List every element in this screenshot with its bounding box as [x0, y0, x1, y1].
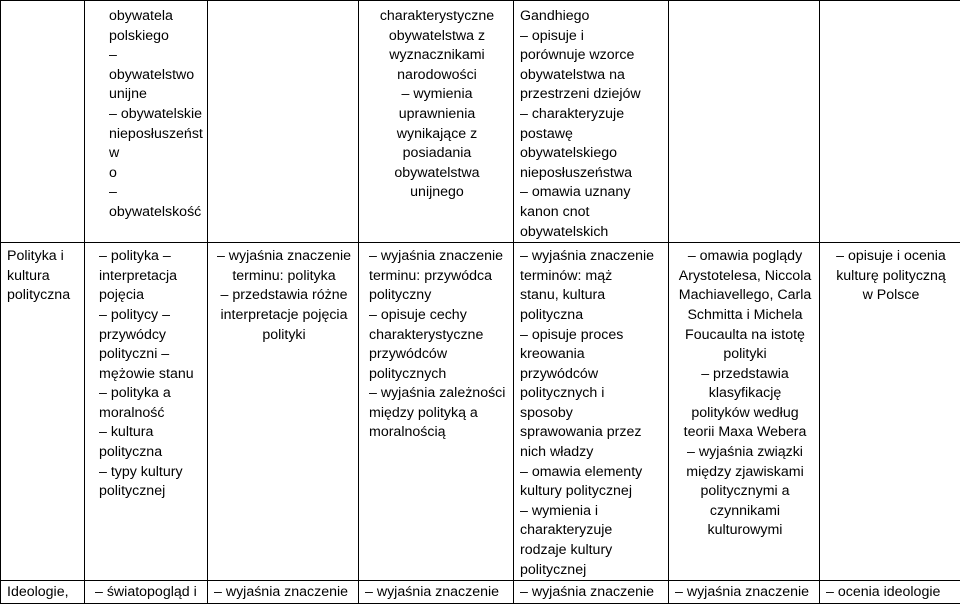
cell-text-line: sposoby — [520, 404, 664, 424]
cell-text-line: uprawnienia — [365, 105, 509, 125]
cell-text-line: kulturowymi — [675, 521, 815, 541]
cell-text-line: Gandhiego — [520, 7, 664, 27]
cell-text-line: – obywatelskość — [109, 183, 203, 222]
cell-text-line: – typy kultury — [99, 463, 203, 483]
requirements-very-good-cell — [669, 243, 820, 581]
requirements-sufficient-cell — [359, 1, 514, 243]
cell-text-line: rodzaje kultury — [520, 541, 664, 561]
cell-text-line: – wyjaśnia znaczenie — [520, 583, 664, 603]
cell-text-line: interpretacja — [99, 267, 203, 287]
cell-text-line: – wymienia i — [520, 502, 664, 522]
requirements-sufficient-cell — [359, 581, 514, 604]
requirements-basic-cell — [208, 1, 359, 243]
content-cell — [85, 1, 208, 243]
cell-text-line: kultury politycznej — [520, 482, 664, 502]
cell-text-line: charakteryzuje — [520, 521, 664, 541]
cell-text-line: obywatelskich — [520, 223, 664, 243]
cell-text-line: o — [109, 164, 203, 184]
cell-text-line: – wyjaśnia znaczenie — [214, 247, 354, 267]
cell-text-line: kultura — [7, 267, 80, 287]
cell-text-line: postawę — [520, 125, 664, 145]
cell-text-line: w Polsce — [826, 286, 956, 306]
cell-text-line: politycznych i — [520, 384, 664, 404]
table-row-ideologie — [1, 581, 960, 604]
cell-text-line: nieposłuszeństw — [109, 125, 203, 164]
cell-text-line: narodowości — [365, 66, 509, 86]
topic-cell — [1, 243, 85, 581]
cell-text-line: – wyjaśnia związki — [675, 443, 815, 463]
requirements-good-cell — [514, 1, 669, 243]
cell-text-line: klasyfikację — [675, 384, 815, 404]
cell-text-line: politycznej — [99, 482, 203, 502]
cell-text-line: posiadania — [365, 144, 509, 164]
cell-text-line: między polityką a — [369, 404, 509, 424]
table-row-continuation — [1, 1, 960, 243]
requirements-excellent-cell — [820, 1, 960, 243]
cell-text-line: obywatelstwa — [365, 164, 509, 184]
cell-text-line: przywódcy — [99, 326, 203, 346]
requirements-excellent-cell — [820, 581, 960, 604]
topic-cell — [1, 1, 85, 243]
cell-text-line: wynikające z — [365, 125, 509, 145]
cell-text-line: politycznych — [369, 365, 509, 385]
cell-text-line: – politycy – — [99, 306, 203, 326]
cell-text-line: nich władzy — [520, 443, 664, 463]
cell-text-line: pojęcia — [99, 286, 203, 306]
cell-text-line: – wymienia — [365, 85, 509, 105]
cell-text-line: kanon cnot — [520, 203, 664, 223]
content-cell — [85, 243, 208, 581]
cell-text-line: obywatelstwa na — [520, 66, 664, 86]
cell-text-line: – wyjaśnia zależności — [369, 384, 509, 404]
cell-text-line: polityczna — [99, 443, 203, 463]
cell-text-line: – przedstawia różne — [214, 286, 354, 306]
cell-text-line: – kultura — [99, 423, 203, 443]
cell-text-line: – opisuje i ocenia — [826, 247, 956, 267]
cell-text-line: – polityka – — [99, 247, 203, 267]
requirements-very-good-cell — [669, 1, 820, 243]
cell-text-line: moralność — [99, 404, 203, 424]
requirements-good-cell — [514, 581, 669, 604]
requirements-good-cell — [514, 243, 669, 581]
cell-text-line: kulturę polityczną — [826, 267, 956, 287]
cell-text-line: obywatelskiego — [520, 144, 664, 164]
requirements-excellent-cell — [820, 243, 960, 581]
cell-text-line: Polityka i — [7, 247, 80, 267]
cell-text-line: – wyjaśnia znaczenie — [675, 583, 815, 603]
cell-text-line: – opisuje i — [520, 27, 664, 47]
cell-text-line: – obywatelstwo — [109, 46, 203, 85]
cell-text-line: charakterystyczne — [365, 7, 509, 27]
requirements-very-good-cell — [669, 581, 820, 604]
cell-text-line: – wyjaśnia znaczenie — [520, 247, 664, 267]
cell-text-line: wyznacznikami — [365, 46, 509, 66]
content-cell — [85, 581, 208, 604]
cell-text-line: obywatelstwa z — [365, 27, 509, 47]
cell-text-line: politycznymi a — [675, 482, 815, 502]
requirements-basic-cell — [208, 581, 359, 604]
cell-text-line: polityki — [214, 326, 354, 346]
table-row-polityka — [1, 243, 960, 581]
cell-text-line: terminu: polityka — [214, 267, 354, 287]
cell-text-line: polityczna — [520, 306, 664, 326]
cell-text-line: polityczny — [369, 286, 509, 306]
cell-text-line: Foucaulta na istotę — [675, 326, 815, 346]
requirements-basic-cell — [208, 243, 359, 581]
cell-text-line: polityczni – — [99, 345, 203, 365]
cell-text-line: – obywatelskie — [109, 105, 203, 125]
cell-text-line: terminu: przywódca — [369, 267, 509, 287]
cell-text-line: stanu, kultura — [520, 286, 664, 306]
cell-text-line: przywódców — [520, 365, 664, 385]
cell-text-line: przywódców — [369, 345, 509, 365]
cell-text-line: obywatela — [109, 7, 203, 27]
cell-text-line: sprawowania przez — [520, 423, 664, 443]
requirements-sufficient-cell — [359, 243, 514, 581]
cell-text-line: między zjawiskami — [675, 463, 815, 483]
cell-text-line: polityczna — [7, 286, 80, 306]
cell-text-line: interpretacje pojęcia — [214, 306, 354, 326]
cell-text-line: Ideologie, — [7, 583, 80, 603]
cell-text-line: Schmitta i Michela — [675, 306, 815, 326]
cell-text-line: mężowie stanu — [99, 365, 203, 385]
cell-text-line: – omawia poglądy — [675, 247, 815, 267]
topic-cell — [1, 581, 85, 604]
cell-text-line: unijnego — [365, 183, 509, 203]
cell-text-line: Arystotelesa, Niccola — [675, 267, 815, 287]
cell-text-line: kreowania — [520, 345, 664, 365]
cell-text-line: – polityka a — [99, 384, 203, 404]
cell-text-line: terminów: mąż — [520, 267, 664, 287]
cell-text-line: – opisuje proces — [520, 326, 664, 346]
cell-text-line: nieposłuszeństwa — [520, 164, 664, 184]
cell-text-line: – wyjaśnia znaczenie — [214, 583, 354, 603]
cell-text-line: charakterystyczne — [369, 326, 509, 346]
cell-text-line: – opisuje cechy — [369, 306, 509, 326]
cell-text-line: polityki — [675, 345, 815, 365]
cell-text-line: – omawia elementy — [520, 463, 664, 483]
cell-text-line: moralnością — [369, 423, 509, 443]
cell-text-line: politycznej — [520, 561, 664, 581]
cell-text-line: teorii Maxa Webera — [675, 423, 815, 443]
cell-text-line: Machiavellego, Carla — [675, 286, 815, 306]
cell-text-line: – wyjaśnia znaczenie — [369, 247, 509, 267]
cell-text-line: unijne — [109, 85, 203, 105]
cell-text-line: – przedstawia — [675, 365, 815, 385]
cell-text-line: polskiego — [109, 27, 203, 47]
cell-text-line: polityków według — [675, 404, 815, 424]
cell-text-line: czynnikami — [675, 502, 815, 522]
cell-text-line: porównuje wzorce — [520, 46, 664, 66]
cell-text-line: – ocenia ideologie — [826, 583, 956, 603]
cell-text-line: przestrzeni dziejów — [520, 85, 664, 105]
cell-text-line: – charakteryzuje — [520, 105, 664, 125]
cell-text-line: – omawia uznany — [520, 183, 664, 203]
cell-text-line: – wyjaśnia znaczenie — [365, 583, 509, 603]
cell-text-line: – światopogląd i — [95, 583, 203, 603]
